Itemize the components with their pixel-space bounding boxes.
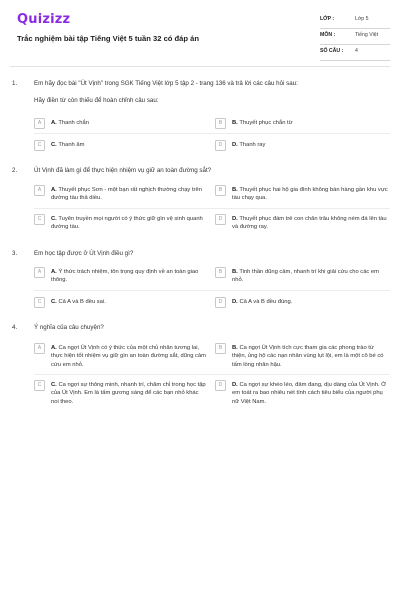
meta-value: 4	[355, 48, 358, 54]
question-number: 1.	[12, 80, 18, 87]
option-text: Tuyên truyền mọi người có ý thức giữ gìn vệ sinh quanh đường tàu.	[51, 216, 203, 231]
option-divider	[34, 133, 390, 134]
option-label: C.	[51, 299, 57, 305]
question-number: 3.	[12, 250, 18, 257]
option-text: Ca ngợi sự thông minh, nhanh trí, chăm chỉ trong học tập của Út Vịnh. Em là tấm gương sáng để các bạn nhỏ khác noi theo.	[51, 382, 206, 405]
option-letter-box[interactable]: A	[34, 343, 45, 354]
option-label: A.	[51, 345, 57, 351]
meta-value: Tiếng Việt	[355, 32, 379, 38]
option-letter-box[interactable]: A	[34, 185, 45, 196]
option-letter-box[interactable]: C	[34, 380, 45, 391]
meta-row-count	[320, 45, 390, 61]
option-label: A.	[51, 120, 57, 126]
option-letter-box[interactable]: B	[215, 343, 226, 354]
option-letter-box[interactable]: D	[215, 297, 226, 308]
question-instruction: Hãy điền từ còn thiếu để hoàn chỉnh câu sau:	[34, 97, 159, 104]
question-text: Em học tập được ở Út Vịnh điều gì?	[34, 250, 134, 257]
option-label: B.	[232, 345, 238, 351]
option-text: Cả A và B đều sai.	[58, 299, 106, 305]
option-divider	[34, 374, 390, 375]
meta-value: Lớp 5	[355, 16, 369, 22]
option-text: Thuyết phục đám trẻ con chăn trâu không ném đá lên tàu và đường ray.	[232, 216, 387, 231]
worksheet-meta	[320, 13, 390, 61]
option-letter-box[interactable]: D	[215, 214, 226, 225]
option-label: C.	[51, 142, 57, 148]
option-text: Cả A và B đều đúng.	[239, 299, 293, 305]
option-text: Thuyết phục Sơn - một bạn rất nghịch thường chạy trên đường tàu thả diều.	[51, 187, 202, 202]
meta-row-class	[320, 13, 390, 29]
option-text: Thanh ray	[239, 142, 266, 148]
option-letter-box[interactable]: C	[34, 297, 45, 308]
option-label: C.	[51, 216, 57, 222]
option-letter-box[interactable]: B	[215, 185, 226, 196]
option-label: D.	[232, 299, 238, 305]
option-label: C.	[51, 382, 57, 388]
question-text: Út Vịnh đã làm gì để thực hiện nhiệm vụ giữ an toàn đường sắt?	[34, 167, 212, 174]
option-text: Thanh chắn	[58, 120, 89, 126]
meta-label: SỐ CÂU :	[320, 48, 344, 54]
option-letter-box[interactable]: D	[215, 380, 226, 391]
option-letter-box[interactable]: B	[215, 118, 226, 129]
option-divider	[34, 208, 390, 209]
option-divider	[34, 290, 390, 291]
meta-label: LỚP :	[320, 16, 335, 22]
option-text: Thuyết phục hai hộ gia đình không bán hàng gần khu vực tàu chạy qua.	[232, 187, 388, 202]
option-text: Thanh âm	[58, 142, 85, 148]
option-label: B.	[232, 187, 238, 193]
meta-row-subject	[320, 29, 390, 45]
option-text: Ca ngợi sự khéo léo, đảm đang, dịu dàng của Út Vịnh. Ở em toát ra bao nhiêu nét tính cách tiêu biểu của người phụ nữ Việt Nam.	[232, 382, 387, 405]
question-text: Ý nghĩa của câu chuyện?	[34, 324, 104, 331]
option-text: Ý thức trách nhiệm, tôn trọng quy định về an toàn giao thông.	[51, 269, 199, 284]
option-letter-box[interactable]: D	[215, 140, 226, 151]
header-divider	[10, 66, 390, 67]
option-label: D.	[232, 382, 238, 388]
option-text: Tinh thần dũng cảm, nhanh trí khi giải cứu cho các em nhỏ.	[232, 269, 379, 284]
option-label: B.	[232, 120, 238, 126]
option-letter-box[interactable]: A	[34, 267, 45, 278]
quizizz-logo: Quizizz	[17, 12, 71, 27]
option-label: B.	[232, 269, 238, 275]
option-text: Thuyết phục chắn từ	[239, 120, 293, 126]
option-letter-box[interactable]: B	[215, 267, 226, 278]
option-label: A.	[51, 187, 57, 193]
option-label: D.	[232, 142, 238, 148]
meta-label: MÔN :	[320, 32, 336, 38]
option-label: A.	[51, 269, 57, 275]
option-letter-box[interactable]: C	[34, 140, 45, 151]
option-label: D.	[232, 216, 238, 222]
option-text: Ca ngợi Út Vịnh tích cực tham gia các phong trào từ thiện, ủng hộ các nạn nhân vùng lụt lội, em là một cô bé có tấm lòng nhân hậu.	[232, 345, 384, 368]
option-letter-box[interactable]: C	[34, 214, 45, 225]
option-letter-box[interactable]: A	[34, 118, 45, 129]
question-number: 2.	[12, 167, 18, 174]
worksheet-title: Trắc nghiệm bài tập Tiếng Việt 5 tuần 32 có đáp án	[17, 34, 200, 43]
option-text: Ca ngợi Út Vịnh có ý thức của một chủ nhân tương lai, thực hiện tốt nhiệm vụ giữ gìn an toàn đường sắt, dũng cảm cứu em nhỏ.	[51, 345, 206, 368]
question-text: Em hãy đọc bài "Út Vịnh" trong SGK Tiếng Việt lớp 5 tập 2 - trang 136 và trả lời các câu hỏi sau:	[34, 80, 298, 87]
question-number: 4.	[12, 324, 18, 331]
